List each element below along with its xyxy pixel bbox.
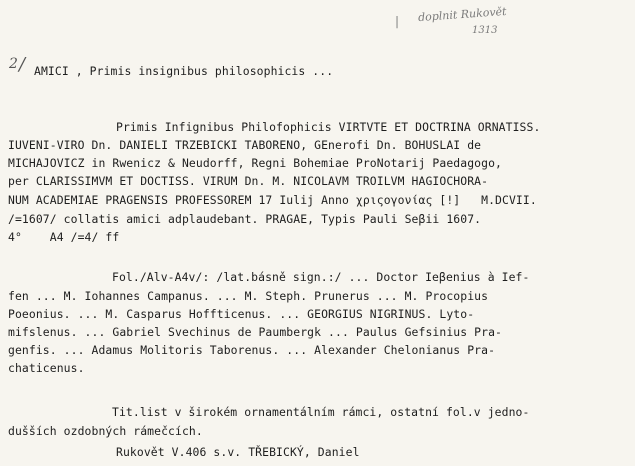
notes-line: Tit.list v širokém ornamentálním rámci, ostatní fol.v jedno- — [112, 405, 530, 419]
contents-line: fen ... M. Iohannes Campanus. ... M. Steph. Prunerus ... M. Procopius — [8, 289, 489, 303]
title-line: per CLARISSIMVM ET DOCTISS. VIRUM Dn. M. NICOLAVM TROILVM HAGIOCHORA- — [8, 174, 489, 188]
handwritten-number: 1313 — [472, 25, 498, 36]
corner-mark: 2 — [9, 56, 18, 72]
title-line: NUM ACADEMIAE PRAGENSIS PROFESSOREM 17 Iulij Anno χριςογονίας [!] M.DCVII. — [8, 193, 537, 207]
corner-slash: / — [19, 54, 26, 75]
title-line: IUVENI-VIRO Dn. DANIELI TRZEBICKI TABORENO, GEnerofi Dn. BOHUSLAI de — [8, 138, 482, 152]
handwritten-tick: | — [395, 14, 400, 28]
contents-line: genfis. ... Adamus Molitoris Taborenus. ... Alexander Chelonianus Pra- — [8, 343, 496, 357]
contents-line: mifslenus. ... Gabriel Svechinus de Paumbergk ... Paulus Gefsinius Pra- — [8, 325, 502, 339]
reference-line: Rukovět V.406 s.v. TŘEBICKÝ, Daniel — [116, 445, 360, 459]
contents-line: Poeonius. ... M. Casparus Hoffticenus. ... GEORGIUS NIGRINUS. Lyto- — [8, 307, 475, 321]
contents-line: chaticenus. — [8, 361, 85, 375]
format-line: 4° A4 /=4/ ff — [8, 230, 120, 244]
title-line: Primis Infignibus Philofophicis VIRTVTE ET DOCTRINA ORNATISS. — [116, 120, 541, 134]
title-line: MICHAJOVICZ in Rwenicz & Neudorff, Regni Bohemiae ProNotarij Paedagogo, — [8, 156, 502, 170]
handwritten-note: doplnit Rukovět — [417, 4, 507, 25]
card-heading: AMICI , Primis insignibus philosophicis ... — [34, 64, 334, 78]
notes-line: dušších ozdobných rámečcích. — [8, 424, 203, 438]
title-line: /=1607/ collatis amici adplaudebant. PRAGAE, Typis Pauli Seβii 1607. — [8, 212, 482, 226]
contents-line: Fol./Alv-A4v/: /lat.básně sign.:/ ... Doctor Ieβenius à Ief- — [112, 270, 530, 284]
